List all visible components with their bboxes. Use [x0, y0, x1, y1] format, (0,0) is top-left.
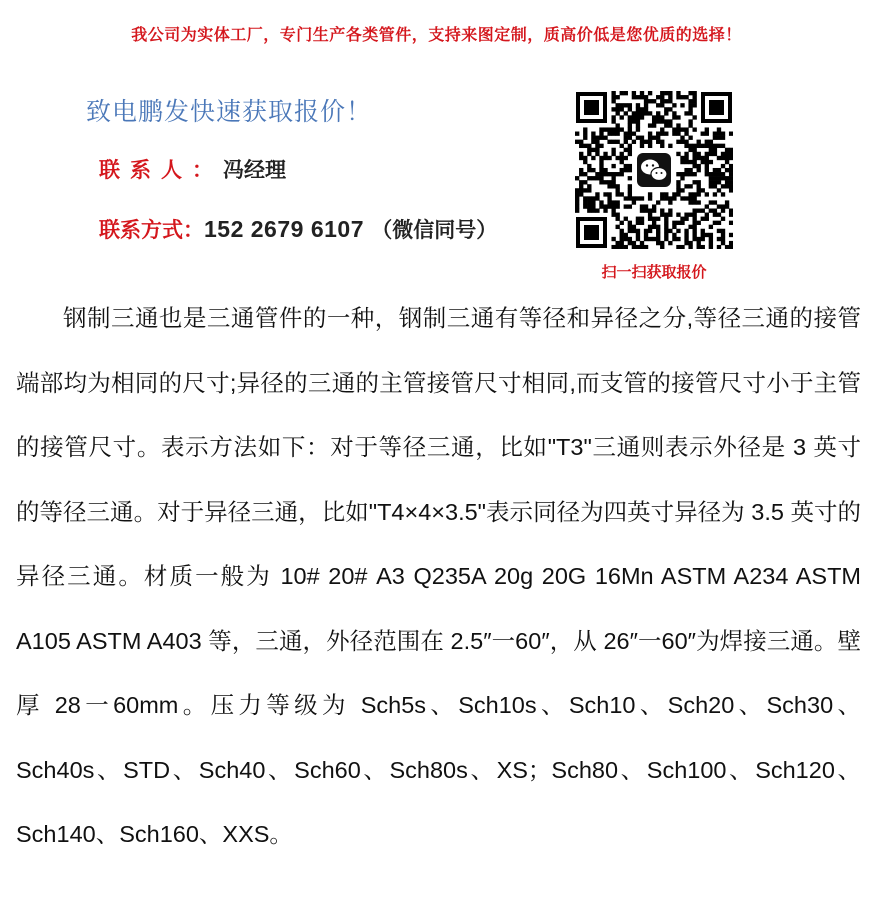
contact-phone-note: （微信同号）	[364, 218, 498, 242]
qr-caption: 扫一扫获取报价	[601, 263, 707, 281]
contact-person-row	[99, 154, 286, 184]
contact-phone-row	[99, 214, 497, 244]
contact-phone-number: 152 2679 6107	[204, 216, 364, 242]
call-to-action: 致电鹏发快速获取报价！	[86, 97, 373, 126]
contact-method-label: 联系方式：	[99, 218, 204, 242]
qr-finder-top-right	[701, 92, 732, 123]
wechat-logo-icon	[634, 150, 674, 190]
qr-finder-bottom-left	[576, 217, 607, 248]
qr-finder-top-left	[576, 92, 607, 123]
article-paragraph: 钢制三通也是三通管件的一种，钢制三通有等径和异径之分,等径三通的接管端部均为相同的尺寸;异径的三通的主管接管尺寸相同,而支管的接管尺寸小于主管的接管尺寸。表示方法如下：对于等径三通，比如"T3"三通则表示外径是 3 英寸的等径三通。对于异径三通，比如"T4×4×3.5"表示同径为四英寸异径为 3.5 英寸的异径三通。材质一般为 10# 20# A3 Q235A 20g 20G 16Mn ASTM A234 ASTM A105 ASTM A403 等，三通，外径范围在 2.5″一60″，从 26″一60″为焊接三通。壁厚 28一60mm。压力等级为 Sch5s、Sch10s、Sch10、Sch20、Sch30、Sch40s、STD、Sch40、Sch60、Sch80s、XS；Sch80、Sch100、Sch120、Sch140、Sch160、XXS。	[16, 305, 861, 847]
contact-person-label: 联系人：	[99, 158, 223, 182]
banner-slogan: 我公司为实体工厂，专门生产各类管件，支持来图定制，质高价低是您优质的选择！	[131, 25, 742, 44]
wechat-qr-code[interactable]	[575, 91, 733, 249]
contact-person-name: 冯经理	[223, 158, 286, 182]
qr-code-image	[575, 91, 733, 249]
